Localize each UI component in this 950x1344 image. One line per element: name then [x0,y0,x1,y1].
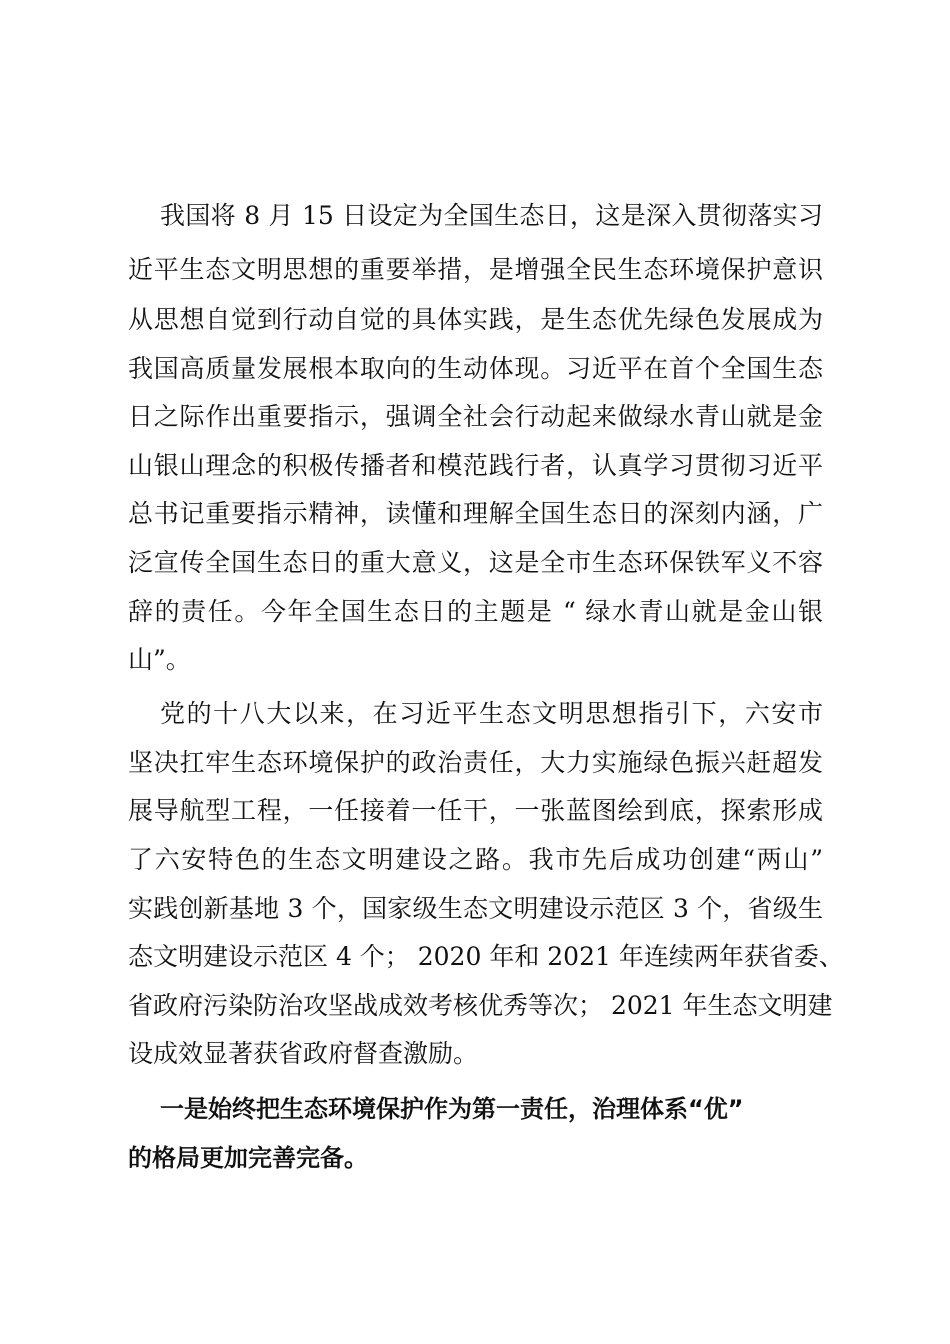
paragraph-1-line-3: 从思想自觉到行动自觉的具体实践，是生态优先绿色发展成为 [128,305,823,334]
paragraph-1-line-9: 辞的责任。今年全国生态日的主题是 “ 绿水青山就是金山银 [128,597,823,626]
paragraph-1-line-6: 山银山理念的积极传播者和模范践行者，认真学习贯彻习近平 [128,451,823,480]
paragraph-2-line-5: 实践创新基地 3 个，国家级生态文明建设示范区 3 个，省级生 [128,894,823,923]
paragraph-2-line-8: 设成效显著获省政府督查激励。 [128,1039,479,1068]
paragraph-3-line-2: 的格局更加完善完备。 [128,1144,368,1172]
paragraph-1-line-4: 我国高质量发展根本取向的生动体现。习近平在首个全国生态 [128,354,823,383]
paragraph-1-line-10: 山”。 [128,645,191,674]
paragraph-2-line-7: 省政府污染防治攻坚战成效考核优秀等次； 2021 年生态文明建 [128,991,833,1020]
paragraph-1-line-1: 我国将 8 月 15 日设定为全国生态日，这是深入贯彻落实习 [160,201,823,230]
paragraph-3-line-1: 一是始终把生态环境保护作为第一责任，治理体系“优” [160,1095,744,1123]
paragraph-2-line-1: 党的十八大以来，在习近平生态文明思想指引下，六安市 [160,699,823,728]
paragraph-1-line-2: 近平生态文明思想的重要举措，是增强全民生态环境保护意识 [128,255,823,284]
paragraph-2-line-2: 坚决扛牢生态环境保护的政治责任，大力实施绿色振兴赶超发 [128,748,823,777]
paragraph-2-line-3: 展导航型工程，一任接着一任干，一张蓝图绘到底，探索形成 [128,796,823,825]
paragraph-2-line-6: 态文明建设示范区 4 个； 2020 年和 2021 年连续两年获省委、 [128,942,844,971]
paragraph-2-line-4: 了六安特色的生态文明建设之路。我市先后成功创建“两山” [128,845,823,874]
paragraph-1-line-5: 日之际作出重要指示，强调全社会行动起来做绿水青山就是金 [128,402,823,431]
paragraph-1-line-7: 总书记重要指示精神，读懂和理解全国生态日的深刻内涵，广 [128,499,823,528]
paragraph-1-line-8: 泛宣传全国生态日的重大意义，这是全市生态环保铁军义不容 [128,548,823,577]
